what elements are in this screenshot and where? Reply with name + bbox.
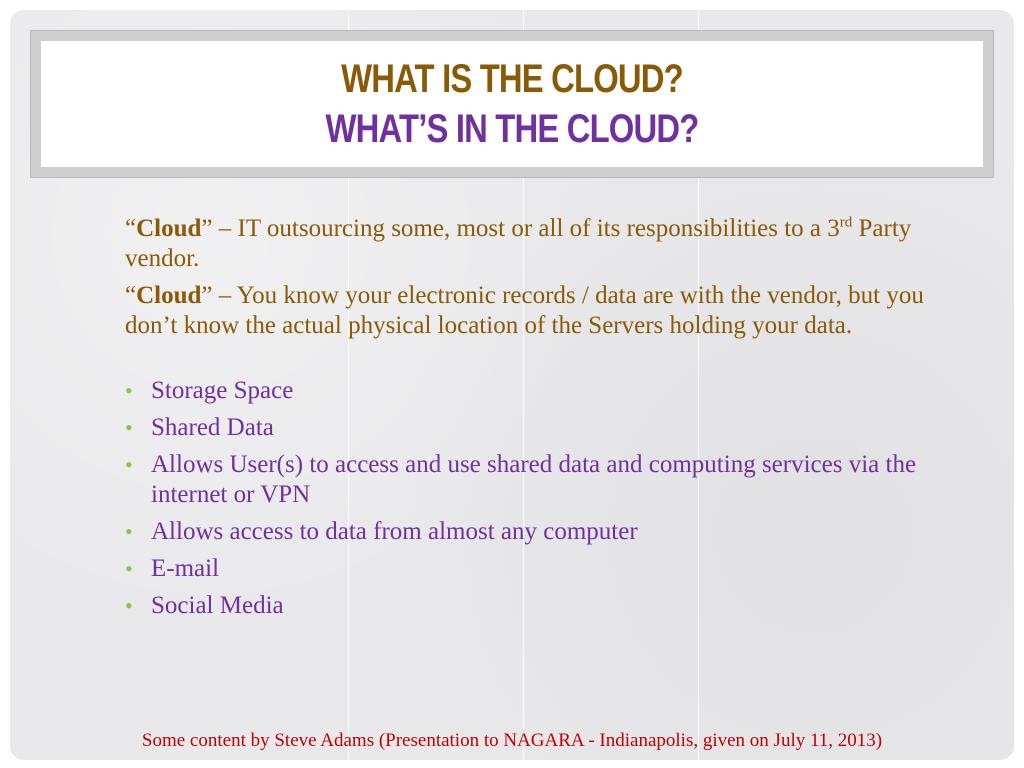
definition-paragraph-1 bbox=[125, 214, 955, 274]
open-quote: “ bbox=[125, 282, 137, 309]
list-item bbox=[125, 413, 955, 443]
bullet-icon: • bbox=[125, 519, 133, 544]
list-item-text: Allows access to data from almost any computer bbox=[151, 518, 638, 545]
list-item bbox=[125, 554, 955, 584]
definition-text: ” – IT outsourcing some, most or all of its responsibilities to a 3 bbox=[201, 215, 840, 242]
definition-text-end: Party vendor. bbox=[125, 215, 912, 272]
bullet-icon: • bbox=[125, 452, 133, 477]
definition-text: ” – You know your electronic records / data are with the vendor, but you don’t know the actual physical location of the Servers holding your data. bbox=[125, 282, 924, 339]
list-item bbox=[125, 517, 955, 547]
title-line-2: WHAT’S IN THE CLOUD? bbox=[325, 107, 699, 151]
list-item-text: E-mail bbox=[151, 555, 220, 582]
list-item-text: Social Media bbox=[151, 592, 284, 619]
bullet-icon: • bbox=[125, 415, 133, 440]
bullet-icon: • bbox=[125, 556, 133, 581]
open-quote: “ bbox=[125, 215, 137, 242]
slide-body bbox=[125, 214, 955, 628]
bullet-icon: • bbox=[125, 378, 133, 403]
definition-paragraph-2 bbox=[125, 281, 955, 341]
list-item bbox=[125, 450, 955, 510]
footer-credit: Some content by Steve Adams (Presentation to NAGARA - Indianapolis, given on July 11, 2013) bbox=[141, 730, 883, 751]
list-item bbox=[125, 591, 955, 621]
title-line-1: WHAT IS THE CLOUD? bbox=[341, 57, 683, 101]
bullet-list bbox=[125, 376, 955, 621]
list-item-text: Allows User(s) to access and use shared data and computing services via the internet or VPN bbox=[151, 451, 917, 508]
title-frame bbox=[30, 30, 994, 178]
term-cloud: Cloud bbox=[136, 282, 202, 309]
list-item-text: Storage Space bbox=[151, 377, 294, 404]
slide bbox=[10, 10, 1014, 760]
spacer bbox=[125, 348, 955, 376]
bullet-icon: • bbox=[125, 593, 133, 618]
list-item-text: Shared Data bbox=[151, 414, 274, 441]
list-item bbox=[125, 376, 955, 406]
term-cloud: Cloud bbox=[136, 215, 202, 242]
title-box bbox=[41, 41, 983, 167]
ordinal-suffix: rd bbox=[839, 214, 853, 231]
